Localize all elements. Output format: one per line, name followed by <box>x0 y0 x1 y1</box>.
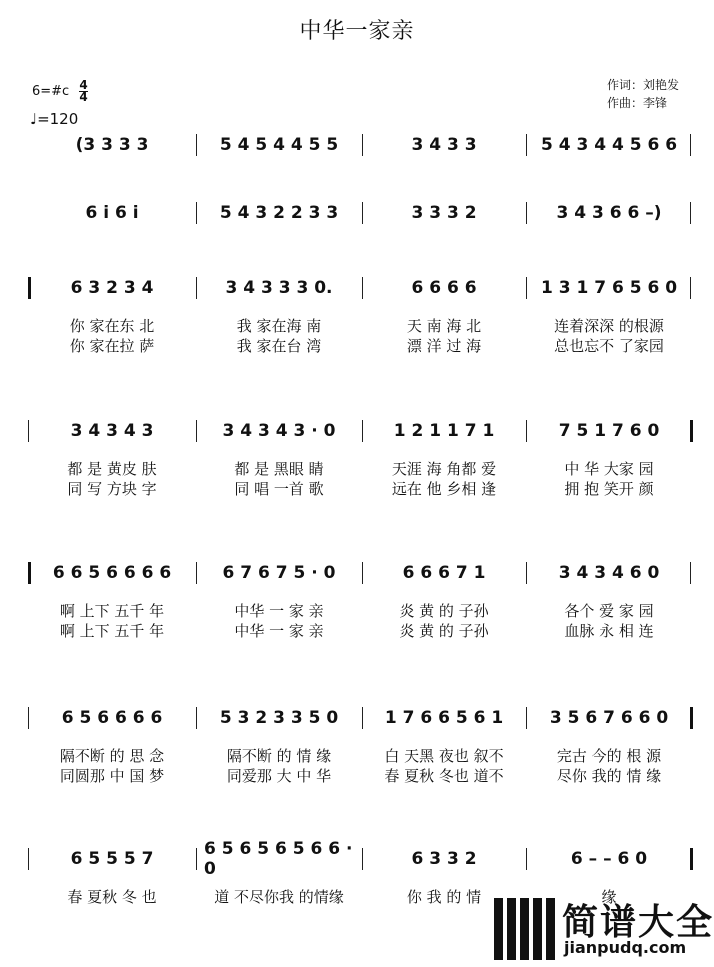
barline <box>526 277 527 299</box>
lyric-line <box>28 765 692 785</box>
lyric-line <box>28 315 692 335</box>
watermark-logo <box>492 892 714 967</box>
lyric-line <box>28 458 692 478</box>
lyric-measure: 我 家在海 南 <box>236 316 322 335</box>
barline <box>362 707 363 729</box>
lyric-measure: 啊 上下 五千 年 <box>59 601 165 620</box>
barline <box>690 420 693 442</box>
barline <box>690 562 691 584</box>
lyric-measure: 总也忘不 了家园 <box>554 336 664 355</box>
barline <box>28 277 31 299</box>
measure: 6 6 6 7 1 <box>402 563 486 583</box>
measure: 6 3 3 2 <box>411 849 477 869</box>
lyric-line <box>28 620 692 640</box>
lyric-measure: 隔不断 的 情 缘 <box>226 746 332 765</box>
measure: 3 5 6 7 6 6 0 <box>549 708 669 728</box>
lyric-measure: 同 写 方块 字 <box>67 479 157 498</box>
barline <box>196 562 197 584</box>
barline <box>690 202 691 224</box>
barline <box>196 848 197 870</box>
notation-row <box>28 560 692 586</box>
barline <box>28 562 31 584</box>
lyric-measure: 天涯 海 角都 爱 <box>391 459 497 478</box>
barline <box>196 420 197 442</box>
barline <box>196 707 197 729</box>
measure: 3 4 3 4 3 <box>70 421 154 441</box>
lyric-measure: 道 不尽你我 的情缘 <box>214 887 344 906</box>
barline <box>526 848 527 870</box>
measure: 7 5 1 7 6 0 <box>558 421 660 441</box>
measure: 6 6 6 6 <box>411 278 477 298</box>
watermark-url: jianpudq.com <box>564 938 687 957</box>
barline <box>690 277 691 299</box>
lyric-measure: 连着深深 的根源 <box>554 316 664 335</box>
lyric-measure: 都 是 黄皮 肤 <box>67 459 157 478</box>
measure: 5 3 2 3 3 5 0 <box>219 708 339 728</box>
measure: 6 i 6 i <box>85 203 139 223</box>
lyric-measure: 我 家在台 湾 <box>236 336 322 355</box>
lyric-measure: 春 夏秋 冬也 道不 <box>384 766 504 785</box>
lyric-measure: 中华 一 家 亲 <box>234 601 324 620</box>
lyric-measure: 春 夏秋 冬 也 <box>67 887 157 906</box>
lyric-measure: 远在 他 乡相 逢 <box>391 479 497 498</box>
lyric-measure: 血脉 永 相 连 <box>564 621 654 640</box>
measure: 3 4 3 4 3 · 0 <box>222 421 336 441</box>
lyric-measure: 你 我 的 情 <box>406 887 482 906</box>
score-system <box>28 560 692 640</box>
key-label: 6=#c <box>32 84 70 99</box>
lyric-measure: 炎 黄 的 子孙 <box>399 601 489 620</box>
barline <box>526 202 527 224</box>
lyric-measure: 中华 一 家 亲 <box>234 621 324 640</box>
lyric-measure: 拥 抱 笑开 颜 <box>564 479 654 498</box>
score-system <box>28 418 692 498</box>
measure: (3 3 3 3 <box>75 135 149 155</box>
measure: 6 5 6 5 6 5 6 6 · 0 <box>204 839 353 879</box>
barline <box>362 134 363 156</box>
time-signature <box>79 80 87 103</box>
notation-row <box>28 275 692 301</box>
measure: 3 4 3 3 3 0. <box>225 278 333 298</box>
score-system <box>28 132 692 158</box>
barline <box>28 420 29 442</box>
time-top: 4 <box>79 78 88 92</box>
lyric-measure: 天 南 海 北 <box>406 316 482 335</box>
barline <box>362 420 363 442</box>
measure: 6 3 2 3 4 <box>70 278 154 298</box>
measure: 6 5 5 5 7 <box>70 849 154 869</box>
lyric-measure: 都 是 黑眼 睛 <box>234 459 324 478</box>
lyric-measure: 中 华 大家 园 <box>564 459 654 478</box>
lyric-line <box>28 745 692 765</box>
measure: 6 – – 6 0 <box>570 849 648 869</box>
barline <box>362 848 363 870</box>
watermark-brand: 简谱大全 <box>562 902 714 943</box>
notation-row <box>28 705 692 731</box>
measure: 1 7 6 6 5 6 1 <box>384 708 504 728</box>
lyric-measure: 尽你 我的 情 缘 <box>556 766 662 785</box>
measure: 5 4 3 2 2 3 3 <box>219 203 339 223</box>
barline <box>690 707 693 729</box>
barline <box>526 562 527 584</box>
measure: 3 4 3 6 6 –) <box>556 203 662 223</box>
measure: 3 4 3 4 6 0 <box>558 563 660 583</box>
lyric-measure: 漂 洋 过 海 <box>406 336 482 355</box>
measure: 1 2 1 1 7 1 <box>393 421 495 441</box>
measure: 6 6 5 6 6 6 6 <box>52 563 172 583</box>
notation-row <box>28 132 692 158</box>
barline <box>196 202 197 224</box>
page-title: 中华一家亲 <box>299 19 415 44</box>
lyric-measure: 同圆那 中 国 梦 <box>59 766 165 785</box>
measure: 3 3 3 2 <box>411 203 477 223</box>
composer: 作曲：李锋 <box>607 96 668 110</box>
notation-row <box>28 200 692 226</box>
barline <box>690 134 691 156</box>
score-system <box>28 200 692 226</box>
lyric-measure: 同 唱 一首 歌 <box>234 479 324 498</box>
measure: 1 3 1 7 6 5 6 0 <box>540 278 678 298</box>
barline <box>28 848 29 870</box>
lyric-measure: 同爱那 大 中 华 <box>226 766 332 785</box>
measure: 5 4 3 4 4 5 6 6 <box>540 135 678 155</box>
lyric-measure: 各个 爱 家 园 <box>564 601 654 620</box>
barline <box>526 707 527 729</box>
barline <box>362 202 363 224</box>
key-signature <box>32 80 88 103</box>
barline <box>196 134 197 156</box>
barline <box>196 277 197 299</box>
measure: 3 4 3 3 <box>411 135 477 155</box>
piano-keys-icon <box>492 898 556 960</box>
measure: 6 7 6 7 5 · 0 <box>222 563 336 583</box>
lyricist: 作词：刘艳发 <box>607 78 680 92</box>
lyric-measure: 隔不断 的 思 念 <box>59 746 165 765</box>
lyric-measure: 缘 <box>601 887 617 906</box>
lyric-measure: 完古 今的 根 源 <box>556 746 662 765</box>
lyric-line <box>28 478 692 498</box>
lyric-measure: 炎 黄 的 子孙 <box>399 621 489 640</box>
notation-row <box>28 839 692 879</box>
barline <box>362 562 363 584</box>
barline <box>526 134 527 156</box>
measure: 5 4 5 4 4 5 5 <box>219 135 339 155</box>
lyric-measure: 啊 上下 五千 年 <box>59 621 165 640</box>
barline <box>28 707 29 729</box>
score-system <box>28 705 692 785</box>
lyric-measure: 你 家在东 北 <box>69 316 155 335</box>
notation-row <box>28 418 692 444</box>
lyric-line <box>28 335 692 355</box>
barline <box>690 848 693 870</box>
lyric-measure: 你 家在拉 萨 <box>69 336 155 355</box>
lyric-line <box>28 600 692 620</box>
score-system <box>28 275 692 355</box>
barline <box>362 277 363 299</box>
measure: 6 5 6 6 6 6 <box>61 708 163 728</box>
tempo-marking: ♩=120 <box>30 110 79 128</box>
time-bottom: 4 <box>79 90 88 104</box>
credits <box>607 76 679 112</box>
barline <box>526 420 527 442</box>
lyric-measure: 白 天黑 夜也 叙不 <box>384 746 504 765</box>
